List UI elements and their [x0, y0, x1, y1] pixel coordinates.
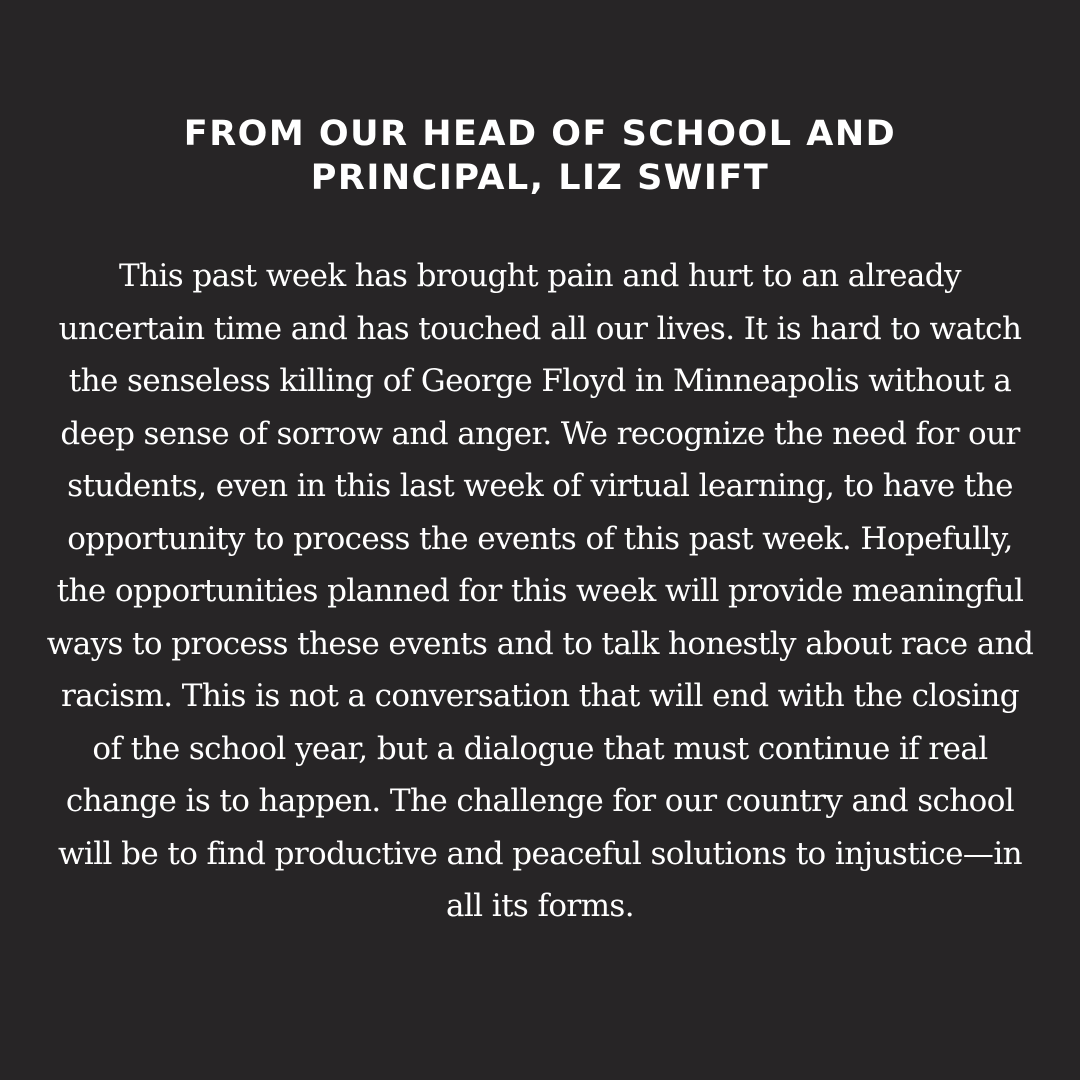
body-line-11: change is to happen. The challenge for our country and school — [65, 783, 1015, 819]
body-line-10: of the school year, but a dialogue that must continue if real — [92, 730, 988, 767]
body-line-2: uncertain time and has touched all our lives. It is hard to watch — [58, 310, 1022, 347]
heading-line-2: PRINCIPAL, LIZ SWIFT — [310, 158, 770, 198]
body-line-4: deep sense of sorrow and anger. We recognize the need for our — [60, 415, 1020, 452]
body-line-9: racism. This is not a conversation that will end with the closing — [60, 678, 1020, 714]
heading-line-1: FROM OUR HEAD OF SCHOOL AND — [183, 114, 897, 154]
body-line-12: will be to find productive and peaceful solutions to injustice—in — [57, 835, 1023, 872]
body-line-6: opportunity to process the events of this past week. Hopefully, — [67, 520, 1013, 557]
body-line-7: the opportunities planned for this week will provide meaningful — [56, 573, 1024, 609]
body-line-3: the senseless killing of George Floyd in Minneapolis without a — [68, 363, 1012, 399]
body-line-8: ways to process these events and to talk honestly about race and — [46, 625, 1034, 662]
body-line-13: all its forms. — [445, 888, 634, 924]
post-heading — [90, 112, 990, 200]
body-line-1: This past week has brought pain and hurt to an already — [119, 258, 961, 294]
letter-body — [30, 250, 1050, 933]
body-line-5: students, even in this last week of virtual learning, to have the — [67, 468, 1013, 504]
